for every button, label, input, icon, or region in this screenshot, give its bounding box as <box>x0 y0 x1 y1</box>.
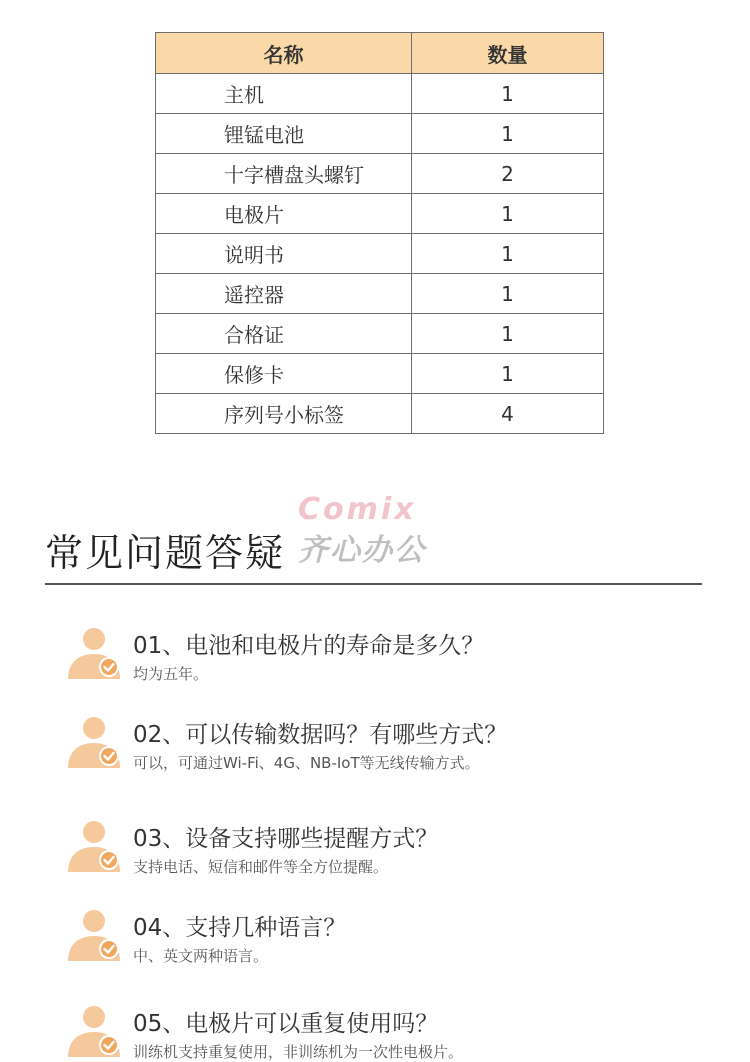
user-check-icon <box>64 820 124 872</box>
section-title: 常见问题答疑 <box>45 531 286 575</box>
item-name: 序列号小标签 <box>156 394 412 434</box>
item-name: 合格证 <box>156 314 412 354</box>
user-check-icon <box>64 1005 124 1057</box>
table-header-row <box>156 33 604 74</box>
item-quantity: 1 <box>412 114 604 154</box>
table-row <box>156 394 604 434</box>
faq-answer: 可以，可通过Wi-Fi、4G、NB-IoT等无线传输方式。 <box>133 754 480 772</box>
item-name: 电极片 <box>156 194 412 234</box>
logo-chinese: 齐心办公 <box>298 533 426 568</box>
column-header-name: 名称 <box>156 33 412 74</box>
item-name: 遥控器 <box>156 274 412 314</box>
table-row <box>156 154 604 194</box>
item-quantity: 1 <box>412 354 604 394</box>
item-quantity: 4 <box>412 394 604 434</box>
faq-answer: 均为五年。 <box>133 665 209 683</box>
faq-question: 05、电极片可以重复使用吗？ <box>133 1011 439 1037</box>
section-divider <box>45 583 702 585</box>
faq-answer: 训练机支持重复使用，非训练机为一次性电极片。 <box>133 1043 464 1061</box>
faq-question: 04、支持几种语言？ <box>133 915 347 941</box>
table-row <box>156 114 604 154</box>
item-quantity: 1 <box>412 74 604 114</box>
faq-question: 03、设备支持哪些提醒方式？ <box>133 826 439 852</box>
table-row <box>156 354 604 394</box>
item-name: 锂锰电池 <box>156 114 412 154</box>
table-row <box>156 314 604 354</box>
item-name: 说明书 <box>156 234 412 274</box>
faq-question: 02、可以传输数据吗？有哪些方式？ <box>133 722 508 748</box>
table-row <box>156 234 604 274</box>
item-quantity: 2 <box>412 154 604 194</box>
user-check-icon <box>64 627 124 679</box>
item-name: 十字槽盘头螺钉 <box>156 154 412 194</box>
comix-watermark-logo <box>298 492 458 568</box>
user-check-icon <box>64 716 124 768</box>
item-quantity: 1 <box>412 194 604 234</box>
faq-answer: 支持电话、短信和邮件等全方位提醒。 <box>133 858 389 876</box>
logo-word: Comix <box>298 492 417 527</box>
parts-list-table <box>155 32 604 434</box>
item-quantity: 1 <box>412 314 604 354</box>
faq-answer: 中、英文两种语言。 <box>133 947 269 965</box>
column-header-quantity: 数量 <box>412 33 604 74</box>
item-name: 保修卡 <box>156 354 412 394</box>
user-check-icon <box>64 909 124 961</box>
item-quantity: 1 <box>412 234 604 274</box>
table-row <box>156 74 604 114</box>
table-row <box>156 194 604 234</box>
table-row <box>156 274 604 314</box>
item-name: 主机 <box>156 74 412 114</box>
faq-question: 01、电池和电极片的寿命是多久？ <box>133 633 485 659</box>
item-quantity: 1 <box>412 274 604 314</box>
